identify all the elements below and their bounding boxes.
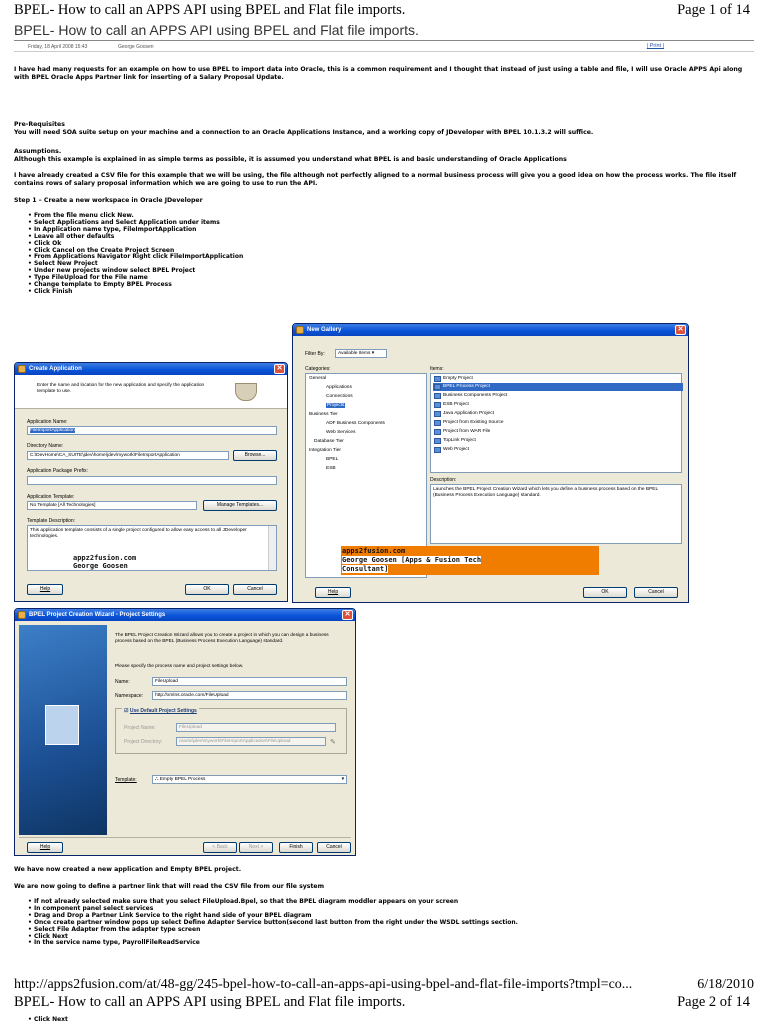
manage-templates-button[interactable]: Manage Templates... <box>203 500 277 511</box>
project-name-label: Project Name: <box>124 725 156 731</box>
list-item[interactable] <box>433 375 683 383</box>
list-item: • Click Cancel on the Create Project Screen <box>28 248 728 255</box>
filter-label: Filter By: <box>305 351 325 357</box>
coffee-cup-icon <box>235 383 257 401</box>
categories-label: Categories: <box>305 366 331 372</box>
app-name-value: FileImportApplication <box>30 428 75 433</box>
list-item: • Select File Adapter from the adapter type screen <box>28 927 728 934</box>
list-item[interactable] <box>433 437 683 445</box>
list-item: • Click Ok <box>28 241 728 248</box>
prereq-heading: Pre-Requisites <box>14 121 65 128</box>
list-item: • In component panel select services <box>28 906 728 913</box>
help-button[interactable] <box>27 842 63 853</box>
tree-item-web-services[interactable]: Web Services <box>326 430 356 435</box>
cancel-button[interactable]: Cancel <box>233 584 277 595</box>
project-icon <box>434 438 441 444</box>
list-item: • Click Next <box>28 1017 728 1024</box>
wizard-side-graphic <box>19 625 107 835</box>
chevron-down-icon: ▾ <box>341 777 344 782</box>
list-item[interactable] <box>433 446 683 454</box>
project-icon <box>434 411 441 417</box>
project-icon <box>434 447 441 453</box>
list-item: • From the file menu click New. <box>28 213 728 220</box>
help-label: Help <box>39 586 51 592</box>
tree-item-business-tier[interactable]: Business Tier <box>309 412 338 417</box>
after-paragraph-1: We have now created a new application and Empty BPEL project. <box>14 866 242 873</box>
footer-url[interactable]: http://apps2fusion.com/at/48-gg/245-bpel-how-to-call-an-apps-api-using-bpel-and-flat-file-imports?tmpl=co... <box>14 977 633 992</box>
browse-button[interactable]: Browse... <box>233 450 277 461</box>
description-box: Launches the BPEL Project Creation Wizard which lets you define a business process based on the BPEL (Business Process Execution Language) standard. <box>430 484 682 544</box>
item-label: Business Components Project <box>443 393 508 398</box>
finish-button[interactable]: Finish <box>279 842 313 853</box>
new-gallery-title: New Gallery <box>307 327 342 333</box>
after-paragraph-2: We are now going to define a partner link that will read the CSV file from our file system <box>14 883 325 890</box>
list-item: • Click Finish <box>28 289 728 296</box>
next-page-number: Page 2 of 14 <box>677 994 750 1010</box>
scrollbar[interactable] <box>268 526 276 570</box>
items-list[interactable] <box>430 373 682 473</box>
project-settings-group <box>115 708 347 754</box>
new-gallery-window <box>292 323 689 603</box>
tree-item-general[interactable]: General <box>309 376 327 381</box>
title-divider <box>14 40 754 41</box>
list-item: • Drag and Drop a Partner Link Service to the right hand side of your BPEL diagram <box>28 913 728 920</box>
list-item: • In Application name type, FileImportApplication <box>28 227 728 234</box>
help-button[interactable] <box>315 587 351 598</box>
list-item: • Select Applications and Select Application under items <box>28 220 728 227</box>
app-name-input[interactable] <box>27 426 277 435</box>
create-application-window <box>14 362 288 602</box>
list-item: • Under new projects window select BPEL Project <box>28 268 728 275</box>
tree-item-projects[interactable]: Projects <box>327 403 345 408</box>
cancel-button[interactable]: Cancel <box>317 842 351 853</box>
watermark-role: Consultant] <box>342 565 389 573</box>
item-label: Empty Project <box>443 376 473 381</box>
next-page-title: BPEL- How to call an APPS API using BPEL and Flat file imports. <box>14 994 406 1010</box>
window-icon <box>18 365 26 373</box>
name-input[interactable]: FileUpload <box>152 677 347 686</box>
help-label: Help <box>327 589 339 595</box>
bpel-wizard-titlebar <box>15 609 355 621</box>
close-icon[interactable]: ✕ <box>342 610 353 620</box>
template-value: Empty BPEL Process <box>159 777 206 782</box>
dialog-banner <box>15 375 287 409</box>
bpel-process-icon: ⛬ <box>155 777 160 782</box>
package-prefix-input[interactable] <box>27 476 277 485</box>
list-item[interactable] <box>433 428 683 436</box>
list-item: • Leave all other defaults <box>28 234 728 241</box>
print-link[interactable]: | Print | <box>646 43 664 49</box>
bpel-wizard-window <box>14 608 356 856</box>
list-item-selected[interactable] <box>433 383 683 391</box>
package-prefix-label: Application Package Prefix: <box>27 468 88 474</box>
assumptions-text: Although this example is explained in as simple terms as possible, it is assumed you understand what BPEL is and basic understanding of Oracle Applications <box>14 156 567 163</box>
ok-button[interactable]: OK <box>583 587 627 598</box>
item-label: Project from Existing Source <box>443 420 504 425</box>
description-label: Description: <box>430 477 457 483</box>
watermark-author: George Goosen [Apps & Fusion Tech <box>342 556 482 564</box>
csv-paragraph: I have already created a CSV file for this example that we will be using, the file although not perfectly aligned to a normal business process will give you a good idea on how the process works. The file itself contains rows of salary proposal information which we are going to use to run the API. <box>14 172 737 187</box>
project-icon <box>434 393 441 399</box>
page-number: Page 1 of 14 <box>677 2 750 18</box>
list-item: • In the service name type, PayrollFileReadService <box>28 940 728 947</box>
app-name-label: Application Name: <box>27 419 68 425</box>
bpel-wizard-title: BPEL Project Creation Wizard - Project Settings <box>29 612 166 618</box>
default-settings-checkbox[interactable]: ☑ Use Default Project Settings <box>124 708 197 714</box>
window-icon <box>18 611 26 619</box>
template-value: No Template [All Technologies] <box>30 503 96 508</box>
tree-item-connections[interactable]: Connections <box>326 394 353 399</box>
new-gallery-titlebar <box>293 324 688 336</box>
article-title: BPEL- How to call an APPS API using BPEL and Flat file imports. <box>14 22 419 38</box>
list-item: • Once create partner window pops up select Define Adapter Service button(second last button from the right under the WSDL settings section. <box>28 920 728 927</box>
create-application-titlebar <box>15 363 287 375</box>
article-date: Friday, 18 April 2008 15:43 <box>28 44 88 50</box>
template-label <box>115 777 137 783</box>
watermark-author: George Goosen <box>73 562 128 570</box>
project-icon <box>434 402 441 408</box>
project-icon <box>434 420 441 426</box>
tree-item-database-tier[interactable]: Database Tier <box>314 439 344 444</box>
article-author: George Goosen <box>118 44 154 50</box>
item-label: TopLink Project <box>443 438 476 443</box>
tree-item-integration-tier[interactable]: Integration Tier <box>309 448 341 453</box>
step1-heading: Step 1 – Create a new workspace in Oracle JDeveloper <box>14 197 203 204</box>
button-divider <box>19 837 351 838</box>
chevron-down-icon: ▾ <box>371 351 375 356</box>
list-item: • Select New Project <box>28 261 728 268</box>
template-label: Application Template: <box>27 494 75 500</box>
template-select[interactable] <box>27 501 197 510</box>
create-application-title: Create Application <box>29 366 82 372</box>
template-description-text: This application template consists of a single project configured to allow easy access to all JDeveloper technologies. <box>30 528 247 539</box>
step1-list <box>28 213 728 296</box>
project-icon <box>434 376 441 382</box>
help-button[interactable] <box>27 584 63 595</box>
back-button[interactable]: < Back <box>203 842 237 853</box>
name-label: Name: <box>115 679 130 685</box>
list-item[interactable] <box>433 419 683 427</box>
directory-label: Directory Name: <box>27 443 64 449</box>
template-select[interactable] <box>152 775 347 784</box>
list-item[interactable] <box>433 401 683 409</box>
document-title: BPEL- How to call an APPS API using BPEL and Flat file imports. <box>14 2 406 18</box>
namespace-label: Namespace: <box>115 693 144 699</box>
folder-icon[interactable]: ✎ <box>330 739 336 746</box>
template-description-label: Template Description: <box>27 518 76 524</box>
filter-select[interactable] <box>335 349 387 358</box>
item-label: BPEL Process Project <box>443 384 491 389</box>
window-icon <box>296 326 304 334</box>
meta-divider <box>14 51 754 52</box>
prereq-text: You will need SOA suite setup on your machine and a connection to an Oracle Applications Instance, and a working copy of JDeveloper with BPEL 10.1.3.2 will suffice. <box>14 129 594 136</box>
watermark-site: apps2fusion.com <box>342 547 406 555</box>
tree-item-applications[interactable]: Applications <box>326 385 352 390</box>
item-label: ESB Project <box>443 402 469 407</box>
list-item[interactable] <box>433 410 683 418</box>
list-item: • Change template to Empty BPEL Process <box>28 282 728 289</box>
dialog-intro: Enter the name and location for the new application and specify the application template to use. <box>37 383 205 394</box>
close-icon[interactable]: ✕ <box>675 325 686 335</box>
assumptions-heading: Assumptions. <box>14 148 62 155</box>
filter-value: Available Items <box>338 351 371 356</box>
help-label: Help <box>39 844 51 850</box>
footer-date: 6/18/2010 <box>697 977 754 992</box>
next-button[interactable]: Next > <box>239 842 273 853</box>
project-diagram-icon <box>45 705 79 745</box>
next-page-list <box>28 1017 728 1024</box>
list-item: • Type FileUpload for the File name <box>28 275 728 282</box>
item-label: Web Project <box>443 447 470 452</box>
default-settings-label: Use Default Project Settings <box>129 708 197 714</box>
intro-paragraph: I have had many requests for an example on how to use BPEL to import data into Oracle, this is a common requirement and I thought that instead of just using a table and file, I will use Oracle APPS Api along with BPEL Oracle Apps Partner link for inserting of a Salary Proposal Update. <box>14 66 743 81</box>
list-item[interactable] <box>433 392 683 400</box>
tree-item-adf-bc[interactable]: ADF Business Components <box>326 421 385 426</box>
project-name-input[interactable]: FileUpload <box>176 723 336 732</box>
namespace-input[interactable]: http://xmlns.oracle.com/FileUpload <box>152 691 347 700</box>
item-label: Project from WAR File <box>443 429 491 434</box>
ok-button[interactable]: OK <box>185 584 229 595</box>
template-description-box <box>27 525 277 571</box>
wizard-intro: The BPEL Project Creation Wizard allows you to create a project in which you can design a business process based on the BPEL (Business Process Execution Language) standard. <box>115 633 329 644</box>
close-icon[interactable]: ✕ <box>274 364 285 374</box>
step2-list <box>28 899 728 947</box>
items-label: Items: <box>430 366 444 372</box>
cancel-button[interactable]: Cancel <box>634 587 678 598</box>
tree-item-bpel[interactable]: BPEL <box>326 457 339 462</box>
project-icon <box>434 384 441 390</box>
item-label: Java Application Project <box>443 411 494 416</box>
directory-input[interactable]: C:\DevHome\CA_SUITE\jdev\home\jdev\mywork\FileImportApplication <box>27 451 229 460</box>
project-directory-input[interactable]: oracle\jdev\mywork\FileImportApplication\FileUpload <box>176 737 326 746</box>
list-item: • If not already selected make sure that you select FileUpload.Bpel, so that the BPEL diagram moddler appears on your screen <box>28 899 728 906</box>
watermark-site: appz2fusion.com <box>73 554 137 562</box>
template-label-text: Template: <box>115 777 137 783</box>
tree-item-esb[interactable]: ESB <box>326 466 336 471</box>
project-icon <box>434 429 441 435</box>
list-item: • From Applications Navigator Right click FileImportApplication <box>28 254 728 261</box>
list-item: • Click Next <box>28 934 728 941</box>
project-directory-label: Project Directory: <box>124 739 163 745</box>
wizard-specify-text: Please specify the process name and project settings below. <box>115 664 244 669</box>
